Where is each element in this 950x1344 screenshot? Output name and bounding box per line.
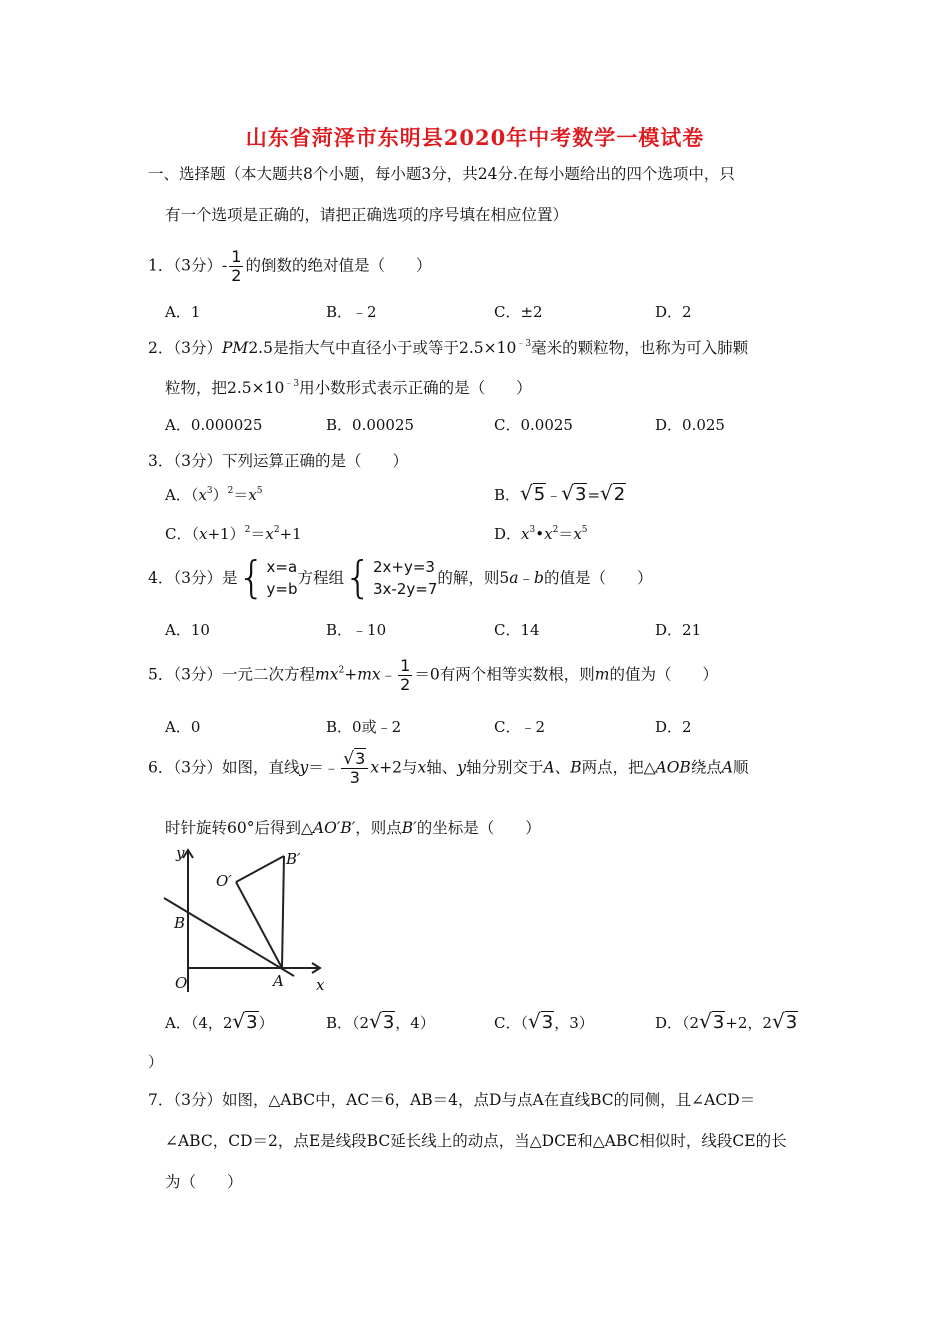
q6-option-b: B．（2√3，4） [326, 1009, 435, 1033]
q4-option-b: B．﹣10 [326, 621, 387, 639]
fig-label-o-prime: O′ [216, 872, 232, 890]
page-title: 山东省菏泽市东明县2020年中考数学一模试卷 [245, 125, 705, 150]
q1-number: 1． [148, 256, 174, 275]
question-2-line1: 2．（3分）PM2.5是指大气中直径小于或等于$2.5\times 10^{﹣3}$毫米的颗粒物，也称为可入肺颗 [148, 339, 749, 357]
question-4: 4．（3分）是{ x=a y=b 方程组{ 2x+y=3 3x-2y=7 的解，则5a﹣b的值是（ ） [148, 552, 653, 603]
q4-option-d: D．21 [655, 621, 702, 639]
question-3: 3．（3分）下列运算正确的是（ ） [148, 452, 409, 470]
q4-option-a: A．10 [165, 621, 210, 639]
section-heading-line1: 一、选择题（本大题共8个小题，每小题3分，共24分.在每小题给出的四个选项中，只 [148, 165, 735, 183]
segment-ab-prime [282, 856, 284, 968]
question-7-line2: ∠ABC，CD＝2，点E是线段BC延长线上的动点，当△DCE和△ABC相似时，线段CE的长 [165, 1132, 787, 1150]
q3-option-c: C．$(x+1)^2=x^2+1$ [165, 525, 302, 543]
q3-option-b: B．√5﹣√3=√2 [494, 481, 626, 505]
question-5: 5．（3分）一元二次方程$mx^2+mx﹣$ $\frac{1}{2}$ ＝0有两个相等实数根，则m的值为（ ） [148, 656, 718, 694]
q1-score: （3分） [173, 256, 222, 275]
question-7-line3: 为（ ） [165, 1173, 243, 1191]
q2-option-d: D．0.025 [655, 416, 725, 434]
fig-label-a: A [273, 972, 284, 990]
q1-fraction: $\frac{1}{2}$ [231, 247, 242, 285]
q1-option-a: A．1 [165, 303, 201, 321]
q5-option-d: D．2 [655, 718, 692, 736]
q1-option-d: D．2 [655, 303, 692, 321]
q3-option-a: A．$(x^3)^2=x^5$ [165, 486, 263, 504]
section-heading-line2: 有一个选项是正确的，请把正确选项的序号填在相应位置） [165, 206, 569, 224]
q6-option-a: A．（4，2√3） [165, 1009, 274, 1033]
q6-option-c: C．（√3，3） [494, 1009, 594, 1033]
q4-system-2: { 2x+y=3 3x-2y=7 [344, 552, 438, 603]
segment-o-prime-b-prime [236, 856, 284, 882]
q3-option-d: D．$x^3•x^2=x^5$ [494, 525, 588, 543]
q2-option-b: B．0.00025 [326, 416, 415, 434]
q6-option-d-close: ） [148, 1053, 164, 1071]
q2-option-a: A．0.000025 [165, 416, 263, 434]
q5-option-b: B．0或﹣2 [326, 718, 402, 736]
question-6-line2: 时针旋转60°后得到△AO′B′，则点B′的坐标是（ ） [165, 819, 541, 837]
question-1 [148, 248, 431, 285]
fig-label-b-prime: B′ [286, 850, 301, 868]
q6-fraction: $\frac{√3}{3}$ [341, 750, 368, 787]
q1-option-c: C．±2 [494, 303, 543, 321]
fig-label-b: B [174, 914, 186, 932]
q1-text: 的倒数的绝对值是（ ） [245, 256, 432, 275]
fig-label-y: y [176, 844, 185, 862]
q2-option-c: C．0.0025 [494, 416, 573, 434]
q6-option-d: D．（2√3+2，2√3 [655, 1009, 798, 1033]
q5-option-a: A．0 [165, 718, 201, 736]
q5-fraction: $\frac{1}{2}$ [400, 656, 411, 694]
q5-option-c: C．﹣2 [494, 718, 546, 736]
q4-option-c: C．14 [494, 621, 540, 639]
question-6-line1: 6．（3分）如图，直线y＝﹣ $\frac{√3}{3}$ x+2与x轴、y轴分别交于A、B两点，把△AOB绕点A顺 [148, 749, 749, 787]
question-2-line2: 粒物，把$2.5\times 10^{﹣3}$用小数形式表示正确的是（ ） [165, 379, 532, 397]
q6-figure [160, 840, 340, 1000]
q4-system-1: { x=a y=b [237, 552, 298, 603]
fig-label-x: x [316, 976, 325, 994]
q1-option-b: B．﹣2 [326, 303, 377, 321]
q1-sign: - [222, 256, 228, 275]
fig-label-o: O [175, 974, 188, 992]
line-ab [164, 898, 294, 976]
question-7-line1: 7．（3分）如图，△ABC中，AC＝6，AB＝4，点D与点A在直线BC的同侧，且∠ACD＝ [148, 1091, 756, 1109]
